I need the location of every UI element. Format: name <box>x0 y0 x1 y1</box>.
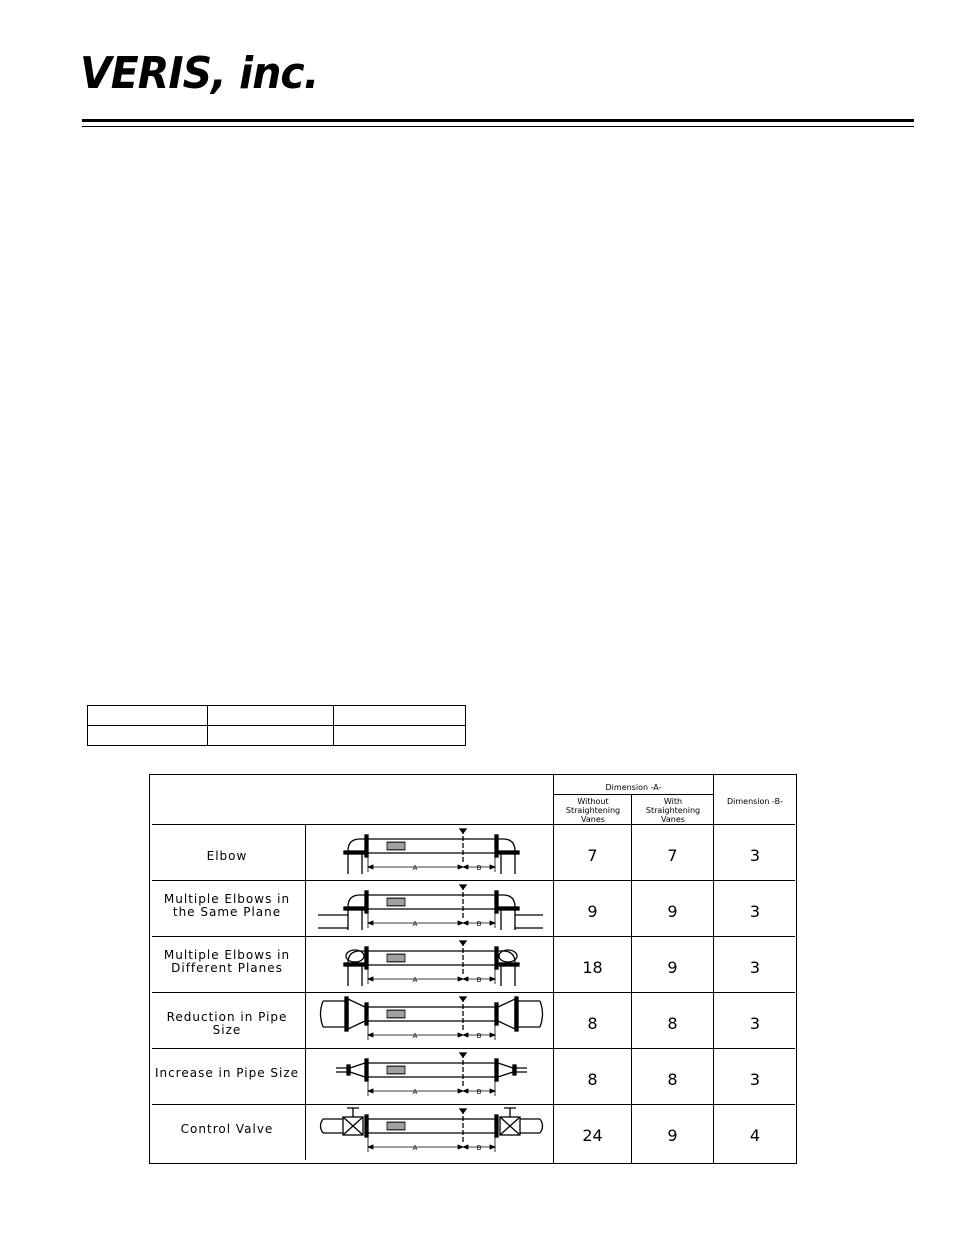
with-vanes-value: 8 <box>667 1070 678 1089</box>
elbows-diff-diagram <box>308 936 546 992</box>
dimension-b-label: B <box>476 920 482 928</box>
dimension-a-label: A <box>412 976 418 984</box>
blank-table <box>87 705 466 746</box>
with-vanes-header: With Straightening Vanes <box>645 797 701 824</box>
dimension-a-header: Dimension -A- <box>605 783 662 792</box>
veris-logo: VERIS, inc. <box>80 48 319 99</box>
without-vanes-value: 24 <box>582 1126 603 1145</box>
blank-cell <box>208 706 334 726</box>
header-rule <box>82 119 914 122</box>
without-vanes-value: 7 <box>587 846 598 865</box>
row-label: Elbow <box>206 848 248 863</box>
blank-cell <box>88 706 208 726</box>
dimension-b-value: 3 <box>749 958 761 977</box>
dimension-a-label: A <box>412 920 418 928</box>
elbow-diagram <box>308 824 546 880</box>
dimension-b-header: Dimension -B- <box>726 797 784 806</box>
header-rule-thin <box>82 126 914 127</box>
with-vanes-value: 9 <box>667 1126 678 1145</box>
column-divider <box>305 1104 306 1160</box>
dimension-a-label: A <box>412 1032 418 1040</box>
dimension-b-label: B <box>476 1088 482 1096</box>
row-label: Reduction in Pipe Size <box>166 1010 288 1037</box>
dimension-b-value: 3 <box>749 1070 761 1089</box>
without-vanes-value: 9 <box>587 902 598 921</box>
column-divider <box>305 824 306 880</box>
dimension-b-value: 4 <box>749 1126 761 1145</box>
dimension-b-label: B <box>476 864 482 872</box>
without-vanes-value: 18 <box>582 958 603 977</box>
dimension-a-label: A <box>412 1144 418 1152</box>
valve-diagram <box>308 1104 546 1160</box>
dimension-b-value: 3 <box>749 846 761 865</box>
increase-diagram <box>308 1048 546 1104</box>
blank-cell <box>208 726 334 746</box>
header-divider <box>553 794 714 795</box>
blank-cell <box>334 726 466 746</box>
column-divider <box>305 1048 306 1104</box>
dimension-a-label: A <box>412 1088 418 1096</box>
dimension-b-value: 3 <box>749 902 761 921</box>
with-vanes-value: 9 <box>667 958 678 977</box>
dimension-b-value: 3 <box>749 1014 761 1033</box>
column-divider <box>305 880 306 936</box>
row-label: Increase in Pipe Size <box>154 1066 300 1080</box>
with-vanes-value: 9 <box>667 902 678 921</box>
row-label: Multiple Elbows in the Same Plane <box>163 891 291 919</box>
row-label: Multiple Elbows in Different Planes <box>163 947 291 975</box>
dimension-b-label: B <box>476 1032 482 1040</box>
dimension-b-label: B <box>476 976 482 984</box>
without-vanes-value: 8 <box>587 1070 598 1089</box>
with-vanes-value: 8 <box>667 1014 678 1033</box>
without-vanes-value: 8 <box>587 1014 598 1033</box>
blank-cell <box>88 726 208 746</box>
straight-run-table <box>149 774 797 1164</box>
dimension-b-label: B <box>476 1144 482 1152</box>
column-divider <box>305 936 306 992</box>
with-vanes-value: 7 <box>667 846 678 865</box>
reduction-diagram <box>308 992 546 1048</box>
without-vanes-header: Without Straightening Vanes <box>565 797 621 824</box>
row-label: Control Valve <box>180 1122 274 1136</box>
column-divider <box>305 992 306 1048</box>
dimension-a-label: A <box>412 864 418 872</box>
blank-cell <box>334 706 466 726</box>
elbows-same-diagram <box>308 880 546 936</box>
